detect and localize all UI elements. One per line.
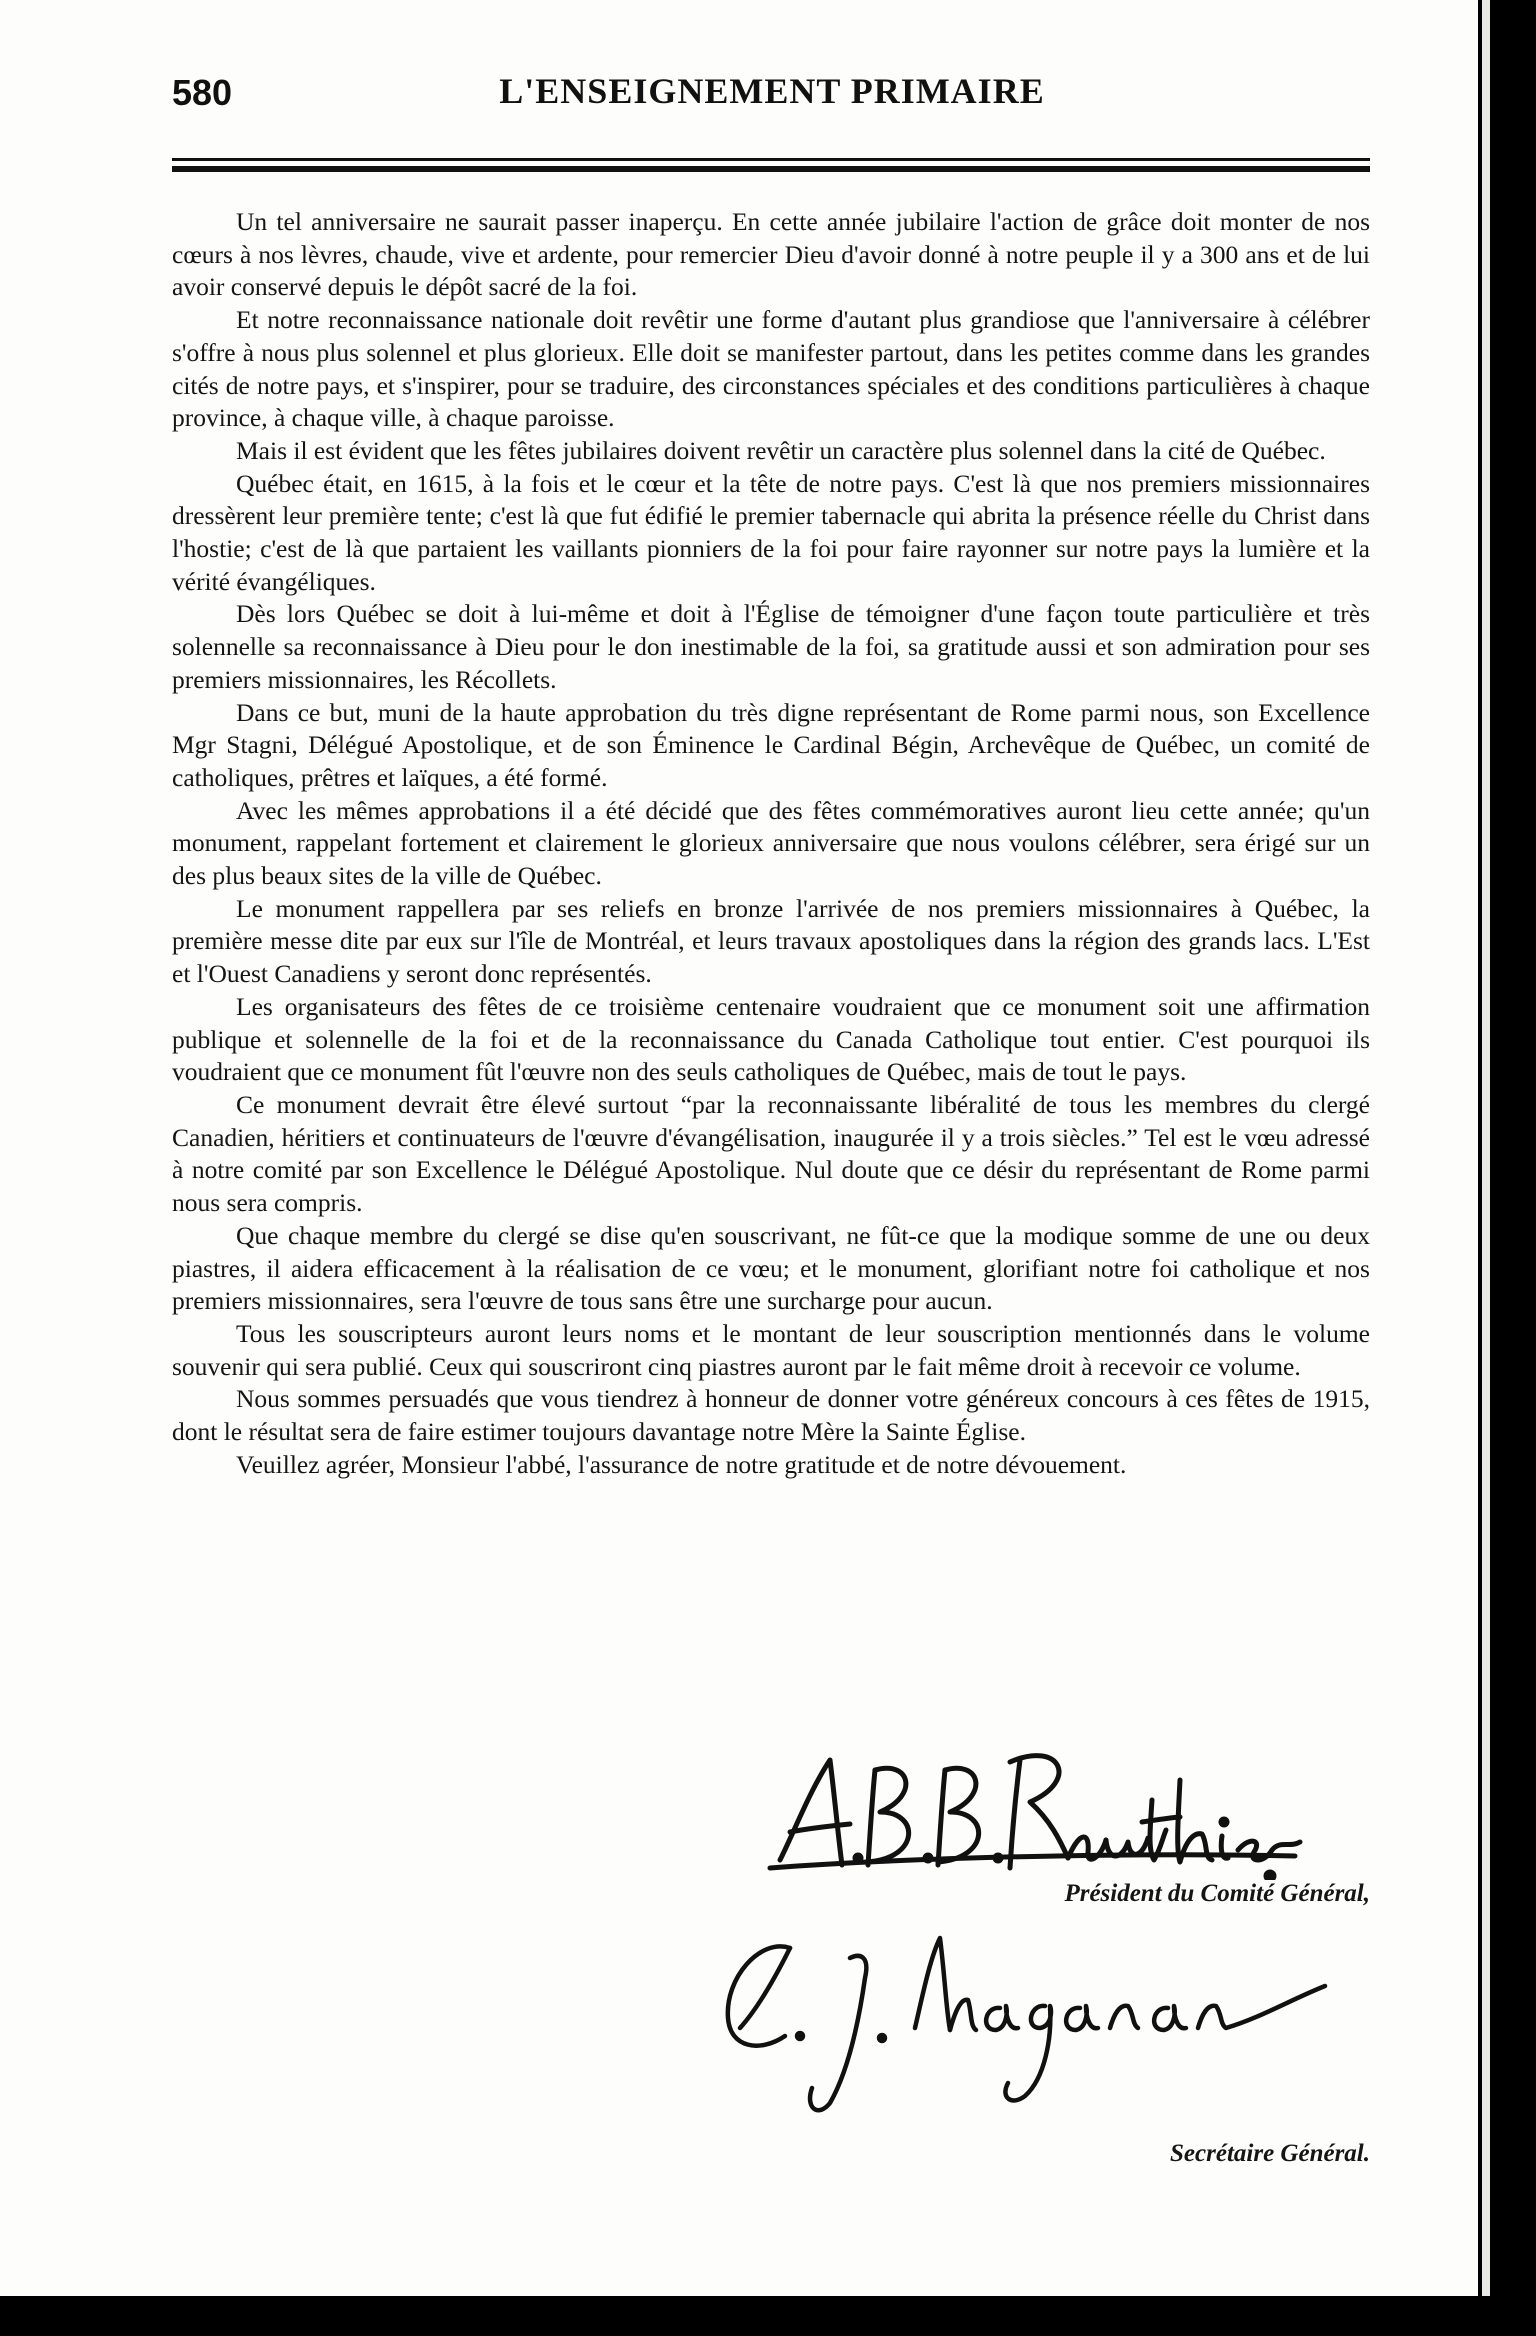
page-number: 580: [172, 72, 233, 113]
president-title: Président du Comité Général,: [1064, 1880, 1370, 1907]
paragraph: Et notre reconnaissance nationale doit revêtir une forme d'autant plus grandiose que l'anniversaire à célébrer s'offre à nous plus solennel et plus glorieux. Elle doit se manifester partout, dans les petites comme dans les grandes cités de notre pays, et s'inspirer, pour se traduire, des circonstances spéciales et des conditions particulières à chaque province, à chaque ville, à chaque paroisse.: [172, 305, 1370, 433]
paragraph: Que chaque membre du clergé se dise qu'en souscrivant, ne fût-ce que la modique somme de une ou deux piastres, il aidera efficacement à la réalisation de ce vœu; et le monument, glorifiant notre foi catholique et nos premiers missionnaires, sera l'œuvre de tous sans être une surcharge pour aucun.: [172, 1220, 1370, 1316]
secretary-title: Secrétaire Général.: [1170, 2140, 1370, 2167]
magnan-signature: [700, 1918, 1340, 2118]
header-rule-thin: [172, 158, 1370, 161]
page-header: [172, 64, 1372, 124]
paragraph: Dans ce but, muni de la haute approbation du très digne représentant de Rome parmi nous, son Excellence Mgr Stagni, Délégué Apostolique, et de son Éminence le Cardinal Bégin, Archevêque de Québec, un comité de catholiques, prêtres et laïques, a été formé.: [172, 697, 1370, 792]
paragraph: Avec les mêmes approbations il a été décidé que des fêtes commémoratives auront lieu cette année; qu'un monument, rappelant fortement et clairement le glorieux anniversaire que nous voulons célébrer, sera érigé sur un des plus beaux sites de la ville de Québec.: [172, 795, 1370, 891]
paragraph: Québec était, en 1615, à la fois et le cœur et la tête de notre pays. C'est là que nos premiers missionnaires dressèrent leur première tente; c'est là que fut édifié le premier tabernacle qui abrita la présence réelle du Christ dans l'hostie; c'est de là que partaient les vaillants pionniers de la foi pour faire rayonner sur notre pays la lumière et la vérité évangéliques.: [172, 468, 1370, 596]
paragraph: Nous sommes persuadés que vous tiendrez à honneur de donner votre généreux concours à ces fêtes de 1915, dont le résultat sera de faire estimer toujours davantage notre Mère la Sainte Église.: [172, 1384, 1370, 1447]
paragraph: Un tel anniversaire ne saurait passer inaperçu. En cette année jubilaire l'action de grâce doit monter de nos cœurs à nos lèvres, chaude, vive et ardente, pour remercier Dieu d'avoir donné à notre peuple il y a 300 ans et de lui avoir conservé depuis le dépôt sacré de la foi.: [172, 207, 1370, 302]
paragraph: Dès lors Québec se doit à lui-même et doit à l'Église de témoigner d'une façon toute particulière et très solennelle sa reconnaissance à Dieu pour le don inestimable de la foi, sa gratitude aussi et son admiration pour ses premiers missionnaires, les Récollets.: [172, 599, 1370, 694]
running-title: L'ENSEIGNEMENT PRIMAIRE: [499, 71, 1045, 111]
paragraph: Ce monument devrait être élevé surtout “par la reconnaissante libéralité de tous les membres du clergé Canadien, héritiers et continuateurs de l'œuvre d'évangélisation, inaugurée il y a trois siècles.” Tel est le vœu adressé à notre comité par son Excellence le Délégué Apostolique. Nul doute que ce désir du représentant de Rome parmi nous sera compris.: [172, 1089, 1370, 1218]
letter-body: [172, 206, 1370, 1481]
signature-block: [700, 1740, 1380, 2167]
paragraph: Tous les souscripteurs auront leurs noms et le montant de leur souscription mentionnés dans le volume souvenir qui sera publié. Ceux qui souscriront cinq piastres auront par le fait même droit à recevoir ce volume.: [172, 1318, 1370, 1381]
paragraph: Les organisateurs des fêtes de ce troisième centenaire voudraient que ce monument soit une affirmation publique et solennelle de la foi et de la reconnaissance du Canada Catholique tout entier. C'est pourquoi ils voudraient que ce monument fût l'œuvre non des seuls catholiques de Québec, mais de tout le pays.: [172, 991, 1370, 1087]
paragraph: Le monument rappellera par ses reliefs en bronze l'arrivée de nos premiers missionnaires à Québec, la première messe dite par eux sur l'île de Montréal, et leurs travaux apostoliques dans la région des grands lacs. L'Est et l'Ouest Canadiens y seront donc représentés.: [172, 893, 1370, 989]
paragraph: Veuillez agréer, Monsieur l'abbé, l'assurance de notre gratitude et de notre dévouement.: [236, 1449, 1127, 1479]
header-rule-thick: [172, 166, 1370, 172]
paragraph: Mais il est évident que les fêtes jubilaires doivent revêtir un caractère plus solennel dans la cité de Québec.: [236, 435, 1326, 465]
book-spine-edge: [1482, 0, 1490, 2296]
routhier-signature: [750, 1740, 1310, 1880]
